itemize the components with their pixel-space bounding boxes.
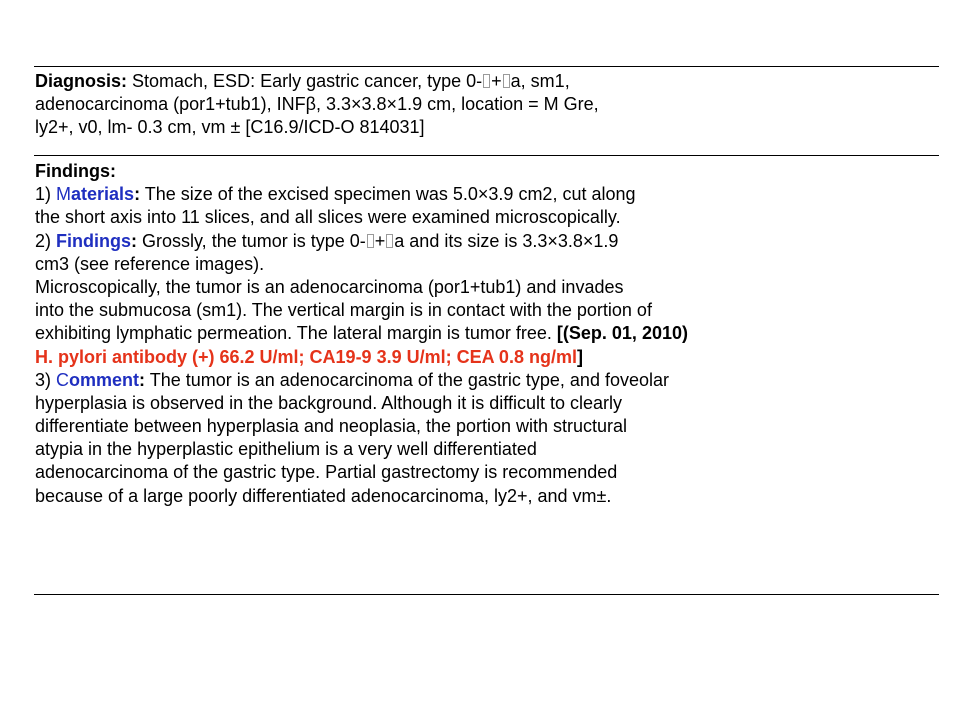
comment-label: omment xyxy=(69,369,140,390)
diagnosis-text: + xyxy=(491,71,502,91)
diagnosis-text: Stomach, ESD: Early gastric cancer, type 0- xyxy=(127,71,483,91)
item-number: 1) xyxy=(35,184,57,205)
comment-label-initial: C xyxy=(56,369,70,390)
findings-continuation: into the submucosa (sm1). The vertical margin is in contact with the portion of xyxy=(35,300,652,321)
comment-text: The tumor is an adenocarcinoma of the gastric type, and foveolar xyxy=(145,369,669,390)
missing-glyph-icon xyxy=(386,234,393,248)
bracket-close: ] xyxy=(576,346,583,367)
exam-date: (Sep. 01, 2010) xyxy=(562,323,688,344)
findings-continuation: cm3 (see reference images). xyxy=(35,253,265,274)
findings-section xyxy=(35,160,940,508)
findings-continuation xyxy=(35,322,940,345)
materials-label-initial: M xyxy=(56,184,72,205)
diagnosis-line-2: adenocarcinoma (por1+tub1), INFβ, 3.3×3.8×1.9 cm, location = M Gre, xyxy=(35,94,599,115)
diagnosis-line-3: ly2+, v0, lm- 0.3 cm, vm ± [C16.9/ICD-O 814031] xyxy=(35,117,425,138)
bracket-open: [ xyxy=(556,323,563,344)
middle-divider xyxy=(34,155,939,156)
lab-results: H. pylori antibody (+) 66.2 U/ml; CA19-9 3.9 U/ml; CEA 0.8 ng/ml xyxy=(35,346,577,367)
findings-heading: Findings: xyxy=(35,161,116,181)
findings-label: Findings xyxy=(56,230,132,251)
materials-label: aterials xyxy=(71,184,135,205)
label-colon: : xyxy=(134,184,141,205)
item-number: 3) xyxy=(35,369,57,390)
label-colon: : xyxy=(139,369,146,390)
diagnosis-line-1 xyxy=(35,70,940,93)
lab-results-line xyxy=(35,346,940,369)
findings-text: a and its size is 3.3×3.8×1.9 xyxy=(394,230,619,251)
comment-continuation: adenocarcinoma of the gastric type. Partial gastrectomy is recommended xyxy=(35,462,618,483)
materials-text: The size of the excised specimen was 5.0×3.9 cm2, cut along xyxy=(140,184,636,205)
comment-continuation: because of a large poorly differentiated adenocarcinoma, ly2+, and vm±. xyxy=(35,485,612,506)
findings-text: exhibiting lymphatic permeation. The lateral margin is tumor free. xyxy=(35,323,557,344)
materials-item xyxy=(35,183,940,206)
missing-glyph-icon xyxy=(483,74,490,88)
label-colon: : xyxy=(131,230,138,251)
comment-continuation: atypia in the hyperplastic epithelium is a very well differentiated xyxy=(35,439,537,460)
diagnosis-section xyxy=(35,70,940,140)
findings-continuation: Microscopically, the tumor is an adenocarcinoma (por1+tub1) and invades xyxy=(35,276,624,297)
findings-item xyxy=(35,230,940,253)
materials-continuation: the short axis into 11 slices, and all slices were examined microscopically. xyxy=(35,207,621,228)
comment-continuation: hyperplasia is observed in the background. Although it is difficult to clearly xyxy=(35,392,623,413)
findings-text: Grossly, the tumor is type 0- xyxy=(137,230,366,251)
comment-continuation: differentiate between hyperplasia and neoplasia, the portion with structural xyxy=(35,416,628,437)
missing-glyph-icon xyxy=(367,234,374,248)
diagnosis-text: a, sm1, xyxy=(510,71,570,91)
diagnosis-label: Diagnosis: xyxy=(35,71,128,91)
missing-glyph-icon xyxy=(503,74,510,88)
item-number: 2) xyxy=(35,230,57,251)
comment-item xyxy=(35,369,940,392)
bottom-divider xyxy=(34,594,939,595)
top-divider xyxy=(34,66,939,67)
findings-text: + xyxy=(374,230,386,251)
